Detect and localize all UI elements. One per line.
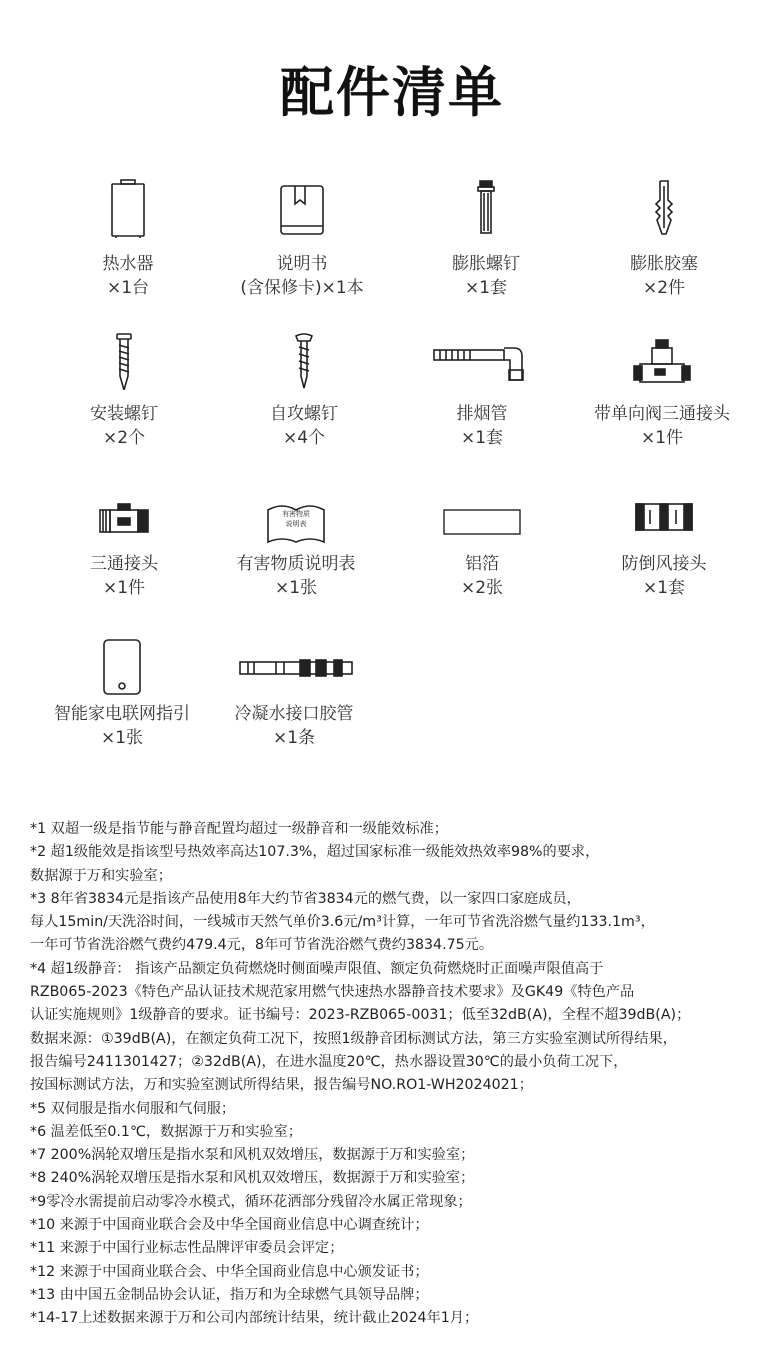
note-line: *11 来源于中国行业标志性品牌评审委员会评定；	[30, 1240, 344, 1257]
condensate-hose-icon	[236, 636, 356, 696]
exhaust-pipe-icon	[430, 330, 530, 390]
note-line: *7 200%涡轮双增压是指水泵和风机双效增压，数据源于万和实验室；	[30, 1147, 475, 1164]
hazard-sheet-text-1: 有害物质	[282, 510, 310, 518]
hazard-sheet-icon	[256, 496, 336, 556]
note-line: RZB065-2023《特色产品认证技术规范家用燃气快速热水器静音技术要求》及GK49《特色产品	[30, 984, 635, 1001]
note-line: *6 温差低至0.1℃，数据源于万和实验室；	[30, 1123, 302, 1140]
manual-book-icon	[262, 178, 342, 238]
note-line: *10 来源于中国商业联合会及中华全国商业信息中心调查统计；	[30, 1217, 429, 1234]
anti-backdraft-joint-icon	[624, 496, 704, 556]
note-line: *8 240%涡轮双增压是指水泵和风机双效增压，数据源于万和实验室；	[30, 1170, 475, 1187]
note-line: 一年可节省洗浴燃气费约479.4元，8年可节省洗浴燃气费约3834.75元。	[30, 937, 494, 954]
expansion-plug-icon	[624, 178, 704, 238]
tee-joint-icon	[84, 496, 164, 556]
note-line: *13 由中国五金制品协会认证，指万和为全球燃气具领导品牌；	[30, 1286, 429, 1303]
note-line: 数据源于万和实验室；	[30, 867, 172, 884]
note-line: *12 来源于中国商业联合会、中华全国商业信息中心颁发证书；	[30, 1263, 429, 1280]
note-line: *9零冷水需提前启动零冷水模式，循环花洒部分残留冷水属正常现象；	[30, 1193, 472, 1210]
note-line: 数据来源：①39dB(A)，在额定负荷工况下，按照1级静音团标测试方法，第三方实验室测试所得结果，	[30, 1030, 677, 1047]
note-line: 每人15min/天洗浴时间，一线城市天然气单价3.6元/m³计算，一年可节省洗浴燃气量约133.1m³，	[30, 914, 655, 931]
expansion-bolt-icon	[446, 178, 526, 238]
aluminum-foil-icon	[442, 496, 522, 556]
footnotes	[30, 818, 760, 1331]
hazard-sheet-text-2: 说明表	[285, 520, 307, 528]
note-line: *14-17上述数据来源于万和公司内部统计结果，统计截止2024年1月；	[30, 1310, 479, 1327]
water-heater-icon	[88, 178, 168, 238]
note-line: *2 超1级能效是指该型号热效率高达107.3%，超过国家标准一级能效热效率98%的要求，	[30, 844, 600, 861]
self-tapping-screw-icon	[264, 330, 344, 390]
note-line: 认证实施规则》1级静音的要求。证书编号：2023-RZB065-0031；低至32dB(A)，全程不超39dB(A)；	[30, 1007, 691, 1024]
install-screw-icon	[84, 330, 164, 390]
note-line: *1 双超一级是指节能与静音配置均超过一级静音和一级能效标准；	[30, 821, 448, 837]
note-line: 按国标测试方法，万和实验室测试所得结果，报告编号NO.RO1-WH2024021；	[30, 1077, 533, 1094]
check-valve-tee-icon	[622, 336, 702, 396]
page-title: 配件清单	[280, 61, 504, 124]
note-line: *4 超1级静音： 指该产品额定负荷燃烧时侧面噪声限值、额定负荷燃烧时正面噪声限值高于	[30, 960, 604, 977]
smartphone-icon	[82, 636, 162, 696]
note-line: 报告编号2411301427；②32dB(A)，在进水温度20℃，热水器设置30℃的最小负荷工况下，	[30, 1053, 628, 1070]
note-line: *5 双伺服是指水伺服和气伺服；	[30, 1100, 236, 1117]
note-line: *3 8年省3834元是指该产品使用8年大约节省3834元的燃气费，以一家四口家庭成员，	[30, 890, 581, 907]
